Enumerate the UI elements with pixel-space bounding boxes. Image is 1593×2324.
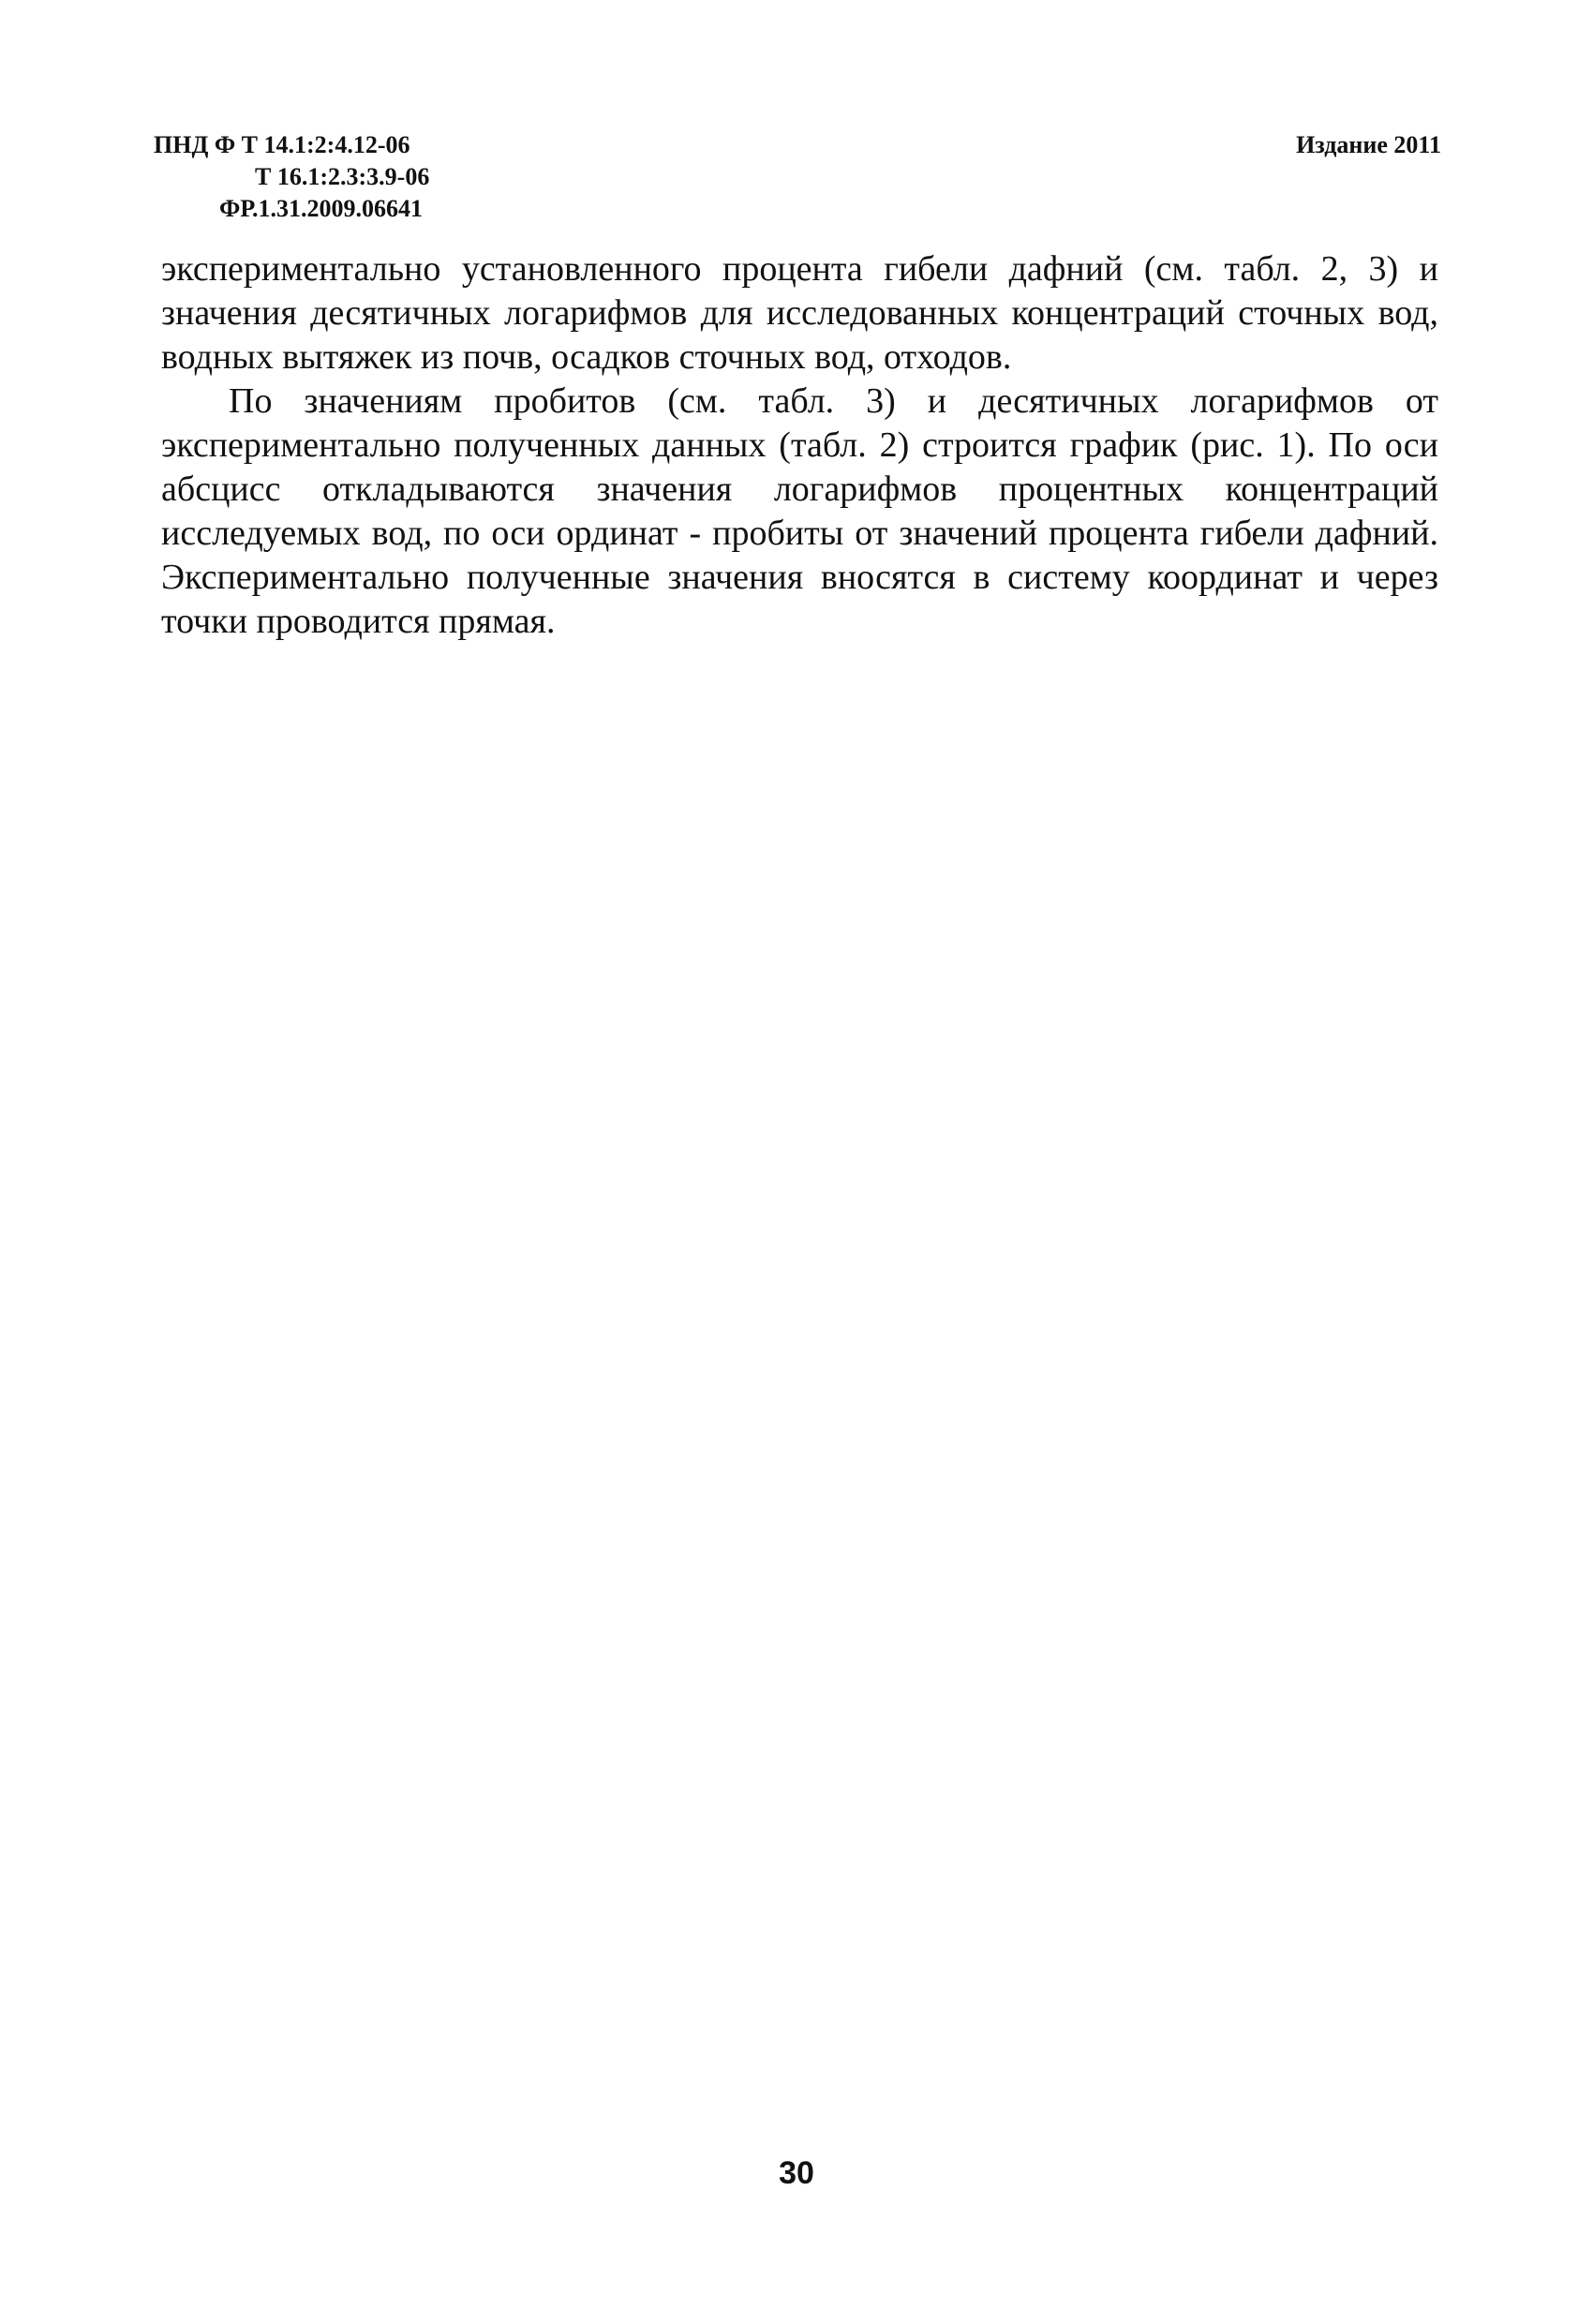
paragraph-continuation: экспериментально установленного процента гибели дафний (см. табл. 2, 3) и значения десятичных логарифмов для исследованных концентраций сточных вод, водных вытяжек из почв, осадков сточных вод, отходов. xyxy=(161,249,1438,377)
doc-code-primary: ПНД Ф Т 14.1:2:4.12-06 xyxy=(154,131,410,158)
document-body xyxy=(161,247,1438,644)
paragraph-graph-method: По значениям пробитов (см. табл. 3) и десятичных логарифмов от экспериментально полученных данных (табл. 2) строится график (рис. 1). По оси абсцисс откладываются значения логарифмов процентных концентраций исследуемых вод, по оси ординат - пробиты от значений процента гибели дафний. Экспериментально полученные значения вносятся в систему координат и через точки проводится прямая. xyxy=(161,381,1438,641)
doc-code-registration: ФР.1.31.2009.06641 xyxy=(219,195,423,222)
doc-code-secondary: Т 16.1:2.3:3.9-06 xyxy=(255,163,430,190)
document-codes xyxy=(154,129,429,225)
page-number: 30 xyxy=(779,2155,814,2191)
edition-label: Издание 2011 xyxy=(1296,131,1441,158)
